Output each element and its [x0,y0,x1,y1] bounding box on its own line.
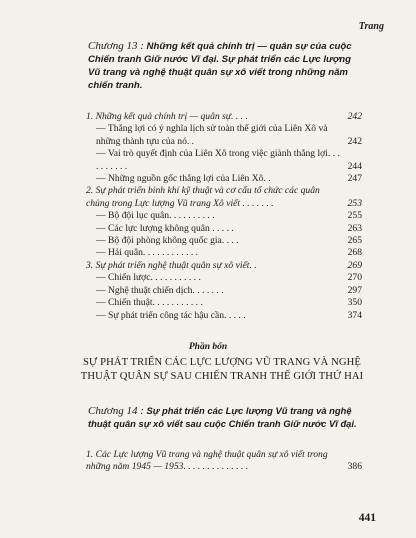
toc-entry-text: Bộ đội phòng không quốc gia. . . . [108,235,239,247]
toc-entry-number: 2. [86,185,96,197]
toc-entry-text: Nghệ thuật chiến dịch. . . . . . . [108,284,224,296]
toc-entry-page: 242 [347,135,362,147]
toc-entry-text: Những kết quả chính trị — quân sự. . . . [95,111,248,122]
chapter-13-title: Những kết quả chính trị — quân sự của cuộc Chiến tranh Giữ nước Vĩ đại. Sự phát triển các Lực lượng Vũ trang và nghệ thuật quân sự xô viết trong những năm chiến tranh. [88,41,352,91]
toc-entry-page: 268 [347,247,362,259]
page-number: 441 [358,512,376,524]
toc-entry-page: 297 [347,284,362,296]
toc-entry [86,223,362,235]
part-title: SỰ PHÁT TRIỂN CÁC LỰC LƯỢNG VŨ TRANG VÀ NGHỆ THUẬT QUÂN SỰ SAU CHIẾN TRANH THẾ GIỚI THỨ HAI [80,357,364,382]
toc-entry [86,310,362,322]
toc-entry-page: 263 [347,222,362,234]
toc-entry-number: — [96,309,108,321]
toc-entry-page: 253 [347,197,362,209]
toc-entry-page: 270 [347,272,362,284]
toc-entry-number: — [96,148,108,160]
toc-entry [86,148,362,173]
toc-entry-number: — [96,297,108,309]
toc-entry-number: 1. [86,111,96,122]
toc-entry [86,272,362,284]
toc-entry-text: Sự phát triển công tác hậu cần. . . . . [108,309,246,321]
page-column-header: Trang [358,21,384,32]
toc-entry-text: Chiến lược. . . . . . . . . . . [108,272,201,284]
toc-entry [86,235,362,247]
toc-entry-number: — [96,272,108,284]
toc-entry-page: 265 [347,235,362,247]
toc-entry [86,449,362,474]
toc-entry-text: Những nguồn gốc thắng lợi của Liên Xô. . [108,173,271,185]
toc-entry [86,210,362,222]
toc-entry-number: — [96,173,108,185]
toc-entry-text: Các Lực lượng Vũ trang và nghệ thuật quân sự xô viết trong những năm 1945 — 1953. . . . . . . . . . . . . . [86,449,328,473]
toc-entry-text: Bộ đội lục quân. . . . . . . . . . [108,210,215,222]
toc-entry-page: 269 [347,259,362,271]
chapter-13-toc [86,111,362,322]
chapter-13-heading [88,40,358,92]
toc-entry-page: 247 [347,173,362,185]
chapter-14-toc [86,449,362,474]
toc-entry [86,185,362,210]
toc-entry-page: 255 [347,210,362,222]
toc-entry-number: — [96,123,108,135]
toc-entry [86,297,362,309]
toc-entry-text: Vai trò quyết định của Liên Xô trong việc giành thắng lợi. . . . . . . . . . [96,148,340,172]
toc-entry [86,285,362,297]
toc-entry-text: Sự phát triển nghệ thuật quân sự xô viết. . [95,259,257,271]
toc-entry [86,111,362,123]
toc-entry-page: 350 [347,297,362,309]
chapter-14-title: Sự phát triển các Lực lượng Vũ trang và nghệ thuật quân sự xô viết sau cuộc Chiến tranh Giữ nước Vĩ đại. [88,405,357,429]
toc-entry-text: Các lực lượng không quân . . . . . [108,222,234,234]
toc-entry-page: 244 [347,160,362,172]
chapter-13-label: Chương 13 : [88,40,144,52]
toc-entry-number: — [96,222,108,234]
chapter-14-heading [88,405,360,430]
toc-entry [86,247,362,259]
toc-entry-number: 3. [86,259,96,271]
toc-entry [86,123,362,148]
toc-entry-number: 1. [86,449,96,460]
toc-entry-text: Sự phát triển binh khí kỹ thuật và cơ cấu tổ chức các quân chủng trong Lực lượng Vũ trang Xô viết . . . . . . . [86,185,320,209]
toc-entry-text: Thắng lợi có ý nghĩa lịch sử toàn thế giới của Liên Xô và những thành tựu của nó. . [96,123,328,147]
toc-entry-page: 374 [347,309,362,321]
toc-entry [86,173,362,185]
toc-entry-text: Chiến thuật. . . . . . . . . . . [108,297,203,309]
toc-entry-text: Hải quân. . . . . . . . . . . . [108,247,199,259]
toc-entry [86,260,362,272]
toc-entry-number: — [96,247,108,259]
toc-entry-page: 242 [347,111,362,122]
chapter-14-label: Chương 14 : [88,405,144,417]
toc-entry-page: 386 [347,461,362,473]
toc-entry-number: — [96,235,108,247]
part-label: Phần bốn [188,342,228,352]
toc-entry-number: — [96,210,108,222]
toc-entry-number: — [96,284,108,296]
